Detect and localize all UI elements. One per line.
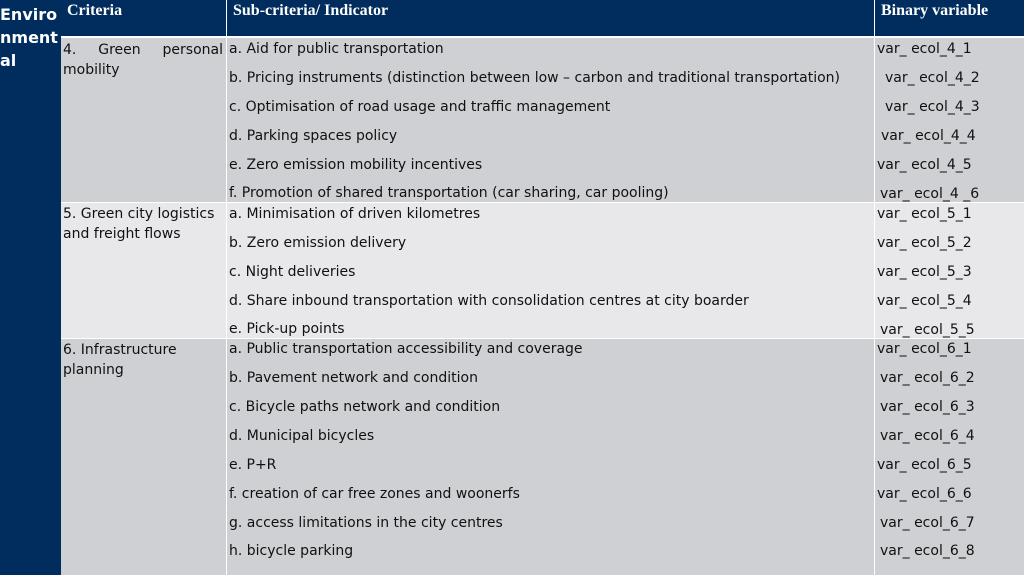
divider bbox=[61, 36, 1024, 38]
variable-6e: var_ ecol_6_5 bbox=[877, 457, 972, 473]
variable-5a: var_ ecol_5_1 bbox=[877, 206, 972, 222]
variable-6f: var_ ecol_6_6 bbox=[877, 486, 972, 502]
header-criteria bbox=[61, 0, 226, 36]
indicator-6d: d. Municipal bicycles bbox=[229, 428, 375, 444]
indicator-6a: a. Public transportation accessibility and coverage bbox=[229, 341, 583, 357]
variable-6h: var_ ecol_6_8 bbox=[880, 543, 975, 559]
side-label-cell bbox=[0, 0, 61, 575]
header-indicator bbox=[227, 0, 874, 36]
indicator-4b: b. Pricing instruments (distinction between low – carbon and traditional transportation) bbox=[229, 70, 840, 86]
indicator-6h: h. bicycle parking bbox=[229, 543, 354, 559]
header-criteria-label: Criteria bbox=[67, 2, 123, 19]
indicator-5c: c. Night deliveries bbox=[229, 264, 356, 280]
indicator-5a: a. Minimisation of driven kilometres bbox=[229, 206, 481, 222]
indicator-5e: e. Pick-up points bbox=[229, 321, 345, 337]
criteria-4-line1: 4. Green personal bbox=[63, 42, 223, 58]
indicator-4a: a. Aid for public transportation bbox=[229, 41, 444, 57]
criteria-5 bbox=[63, 204, 223, 244]
header-binary-label: Binary variable bbox=[881, 2, 989, 19]
variable-4d: var_ ecol_4_4 bbox=[881, 128, 976, 144]
criteria-6-line1: 6. Infrastructure bbox=[63, 342, 177, 358]
divider bbox=[874, 0, 875, 575]
variable-6g: var_ ecol_6_7 bbox=[880, 515, 975, 531]
indicator-6e: e. P+R bbox=[229, 457, 277, 473]
criteria-6-line2: planning bbox=[63, 362, 124, 378]
variable-5e: var_ ecol_5_5 bbox=[880, 322, 975, 338]
variable-6d: var_ ecol_6_4 bbox=[880, 428, 975, 444]
criteria-5-line1: 5. Green city logistics bbox=[63, 206, 215, 222]
criteria-6 bbox=[63, 340, 223, 380]
variable-4e: var_ ecol_4_5 bbox=[877, 157, 972, 173]
variable-6b: var_ ecol_6_2 bbox=[880, 370, 975, 386]
variable-4b: var_ ecol_4_2 bbox=[885, 70, 980, 86]
criteria-4 bbox=[63, 40, 223, 80]
indicator-6f: f. creation of car free zones and woonerfs bbox=[229, 486, 520, 502]
indicator-5d: d. Share inbound transportation with consolidation centres at city boarder bbox=[229, 293, 749, 309]
indicator-4e: e. Zero emission mobility incentives bbox=[229, 157, 483, 173]
variable-6a: var_ ecol_6_1 bbox=[877, 341, 972, 357]
variable-5c: var_ ecol_5_3 bbox=[877, 264, 972, 280]
variable-5d: var_ ecol_5_4 bbox=[877, 293, 972, 309]
side-label: Enviro nment al bbox=[0, 5, 58, 70]
variable-4f: var_ ecol_4 _6 bbox=[880, 186, 980, 202]
divider bbox=[226, 0, 227, 575]
criteria-4-line2: mobility bbox=[63, 62, 120, 78]
criteria-5-line2: and freight flows bbox=[63, 226, 181, 242]
variable-4c: var_ ecol_4_3 bbox=[885, 99, 980, 115]
header-indicator-label: Sub-criteria/ Indicator bbox=[233, 2, 389, 19]
variable-6c: var_ ecol_6_3 bbox=[880, 399, 975, 415]
header-binary bbox=[875, 0, 1024, 36]
indicator-5b: b. Zero emission delivery bbox=[229, 235, 407, 251]
variable-5b: var_ ecol_5_2 bbox=[877, 235, 972, 251]
indicator-6g: g. access limitations in the city centres bbox=[229, 515, 503, 531]
variable-4a: var_ ecol_4_1 bbox=[877, 41, 972, 57]
indicator-4d: d. Parking spaces policy bbox=[229, 128, 398, 144]
indicator-6b: b. Pavement network and condition bbox=[229, 370, 478, 386]
indicator-4f: f. Promotion of shared transportation (car sharing, car pooling) bbox=[229, 185, 669, 201]
indicator-6c: c. Bicycle paths network and condition bbox=[229, 399, 501, 415]
indicator-4c: c. Optimisation of road usage and traffic management bbox=[229, 99, 611, 115]
